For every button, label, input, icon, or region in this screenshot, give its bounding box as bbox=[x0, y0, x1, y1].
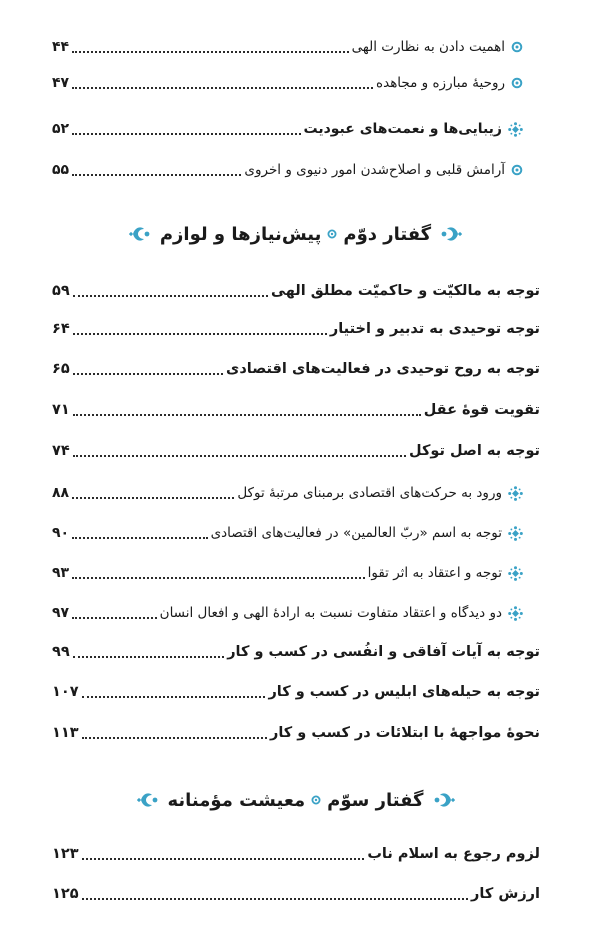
toc-entry[interactable] bbox=[52, 478, 523, 508]
entry-title: نحوهٔ مواجههٔ با ابتلائات در کسب و کار bbox=[270, 725, 540, 741]
toc-entry[interactable] bbox=[52, 518, 523, 548]
ring-bullet-icon bbox=[511, 164, 523, 176]
dot-leader bbox=[82, 858, 365, 860]
toc-entry[interactable] bbox=[52, 879, 540, 909]
dot-leader bbox=[72, 174, 241, 176]
ring-bullet-icon bbox=[511, 77, 523, 89]
dot-leader bbox=[73, 373, 223, 375]
ring-bullet-icon bbox=[511, 41, 523, 53]
dot-leader bbox=[72, 51, 349, 53]
dot-leader bbox=[82, 696, 266, 698]
ornament-right-icon bbox=[440, 224, 462, 244]
entry-title: اهمیت دادن به نظارت الهی bbox=[351, 39, 505, 55]
dot-leader bbox=[73, 333, 327, 335]
toc-entry[interactable] bbox=[52, 354, 540, 384]
page-number: ۶۵ bbox=[52, 361, 70, 377]
toc-entry[interactable] bbox=[52, 395, 540, 425]
dot-leader bbox=[73, 414, 421, 416]
page-number: ۱۲۳ bbox=[52, 846, 79, 862]
page-number: ۹۰ bbox=[52, 525, 70, 541]
page-number: ۱۱۳ bbox=[52, 725, 79, 741]
entry-title: توجه به آیات آفاقی و انفُسی در کسب و کار bbox=[227, 644, 540, 660]
entry-title: ورود به حرکت‌های اقتصادی برمبنای مرتبهٔ توکل bbox=[237, 485, 502, 501]
entry-title: لزوم رجوع به اسلام ناب bbox=[367, 846, 540, 862]
toc-entry[interactable] bbox=[52, 677, 540, 707]
entry-title: ارزش کار bbox=[471, 886, 540, 902]
toc-entry[interactable] bbox=[52, 718, 540, 748]
page-number: ۴۴ bbox=[52, 39, 70, 55]
toc-entry[interactable] bbox=[52, 32, 523, 62]
ornament-left-icon bbox=[129, 224, 151, 244]
dot-leader bbox=[72, 537, 207, 539]
toc-entry[interactable] bbox=[52, 114, 523, 144]
page-number: ۹۷ bbox=[52, 605, 70, 621]
entry-title: توجه به اصل توکل bbox=[409, 443, 540, 459]
page-number: ۵۲ bbox=[52, 121, 70, 137]
toc-entry[interactable] bbox=[52, 276, 540, 306]
entry-title: زیبایی‌ها و نعمت‌های عبودیت bbox=[303, 121, 502, 137]
dot-leader bbox=[82, 898, 468, 900]
entry-title: آرامش قلبی و اصلاح‌شدن امور دنیوی و اخروی bbox=[244, 162, 505, 178]
dot-leader bbox=[72, 617, 157, 619]
dot-leader bbox=[73, 455, 406, 457]
toc-entry[interactable] bbox=[52, 436, 540, 466]
entry-title: توجه به حیله‌های ابلیس در کسب و کار bbox=[268, 684, 540, 700]
entry-title: تقویت قوهٔ عقل bbox=[423, 402, 540, 418]
chapter-label: گفتار سوّم bbox=[327, 789, 424, 811]
entry-title: توجه به مالکیّت و حاکمیّت مطلق الهی bbox=[271, 283, 540, 299]
page-number: ۴۷ bbox=[52, 75, 70, 91]
toc-entry[interactable] bbox=[52, 68, 523, 98]
dot-leader bbox=[73, 295, 268, 297]
diamond-cross-icon bbox=[508, 486, 523, 501]
ornament-left-icon bbox=[137, 790, 159, 810]
page-number: ۱۰۷ bbox=[52, 684, 79, 700]
dot-leader bbox=[73, 656, 224, 658]
entry-title: توجه به اسم «ربّ العالمین» در فعالیت‌های اقتصادی bbox=[210, 525, 502, 541]
toc-entry[interactable] bbox=[52, 155, 523, 185]
dot-leader bbox=[72, 577, 365, 579]
toc-entry[interactable] bbox=[52, 637, 540, 667]
entry-title: دو دیدگاه و اعتقاد متفاوت نسبت به ارادهٔ الهی و افعال انسان bbox=[159, 605, 502, 621]
separator-dot-icon bbox=[311, 795, 321, 805]
entry-title: روحیهٔ مبارزه و مجاهده bbox=[376, 75, 505, 91]
chapter-title: معیشت مؤمنانه bbox=[167, 789, 306, 811]
page-number: ۱۲۵ bbox=[52, 886, 79, 902]
page-number: ۹۳ bbox=[52, 565, 70, 581]
diamond-cross-icon bbox=[508, 566, 523, 581]
toc-entry[interactable] bbox=[52, 558, 523, 588]
page-number: ۷۱ bbox=[52, 402, 70, 418]
entry-title: توجه به روح توحیدی در فعالیت‌های اقتصادی bbox=[226, 361, 540, 377]
entry-title: توجه توحیدی به تدبیر و اختیار bbox=[329, 321, 540, 337]
chapter-heading bbox=[0, 780, 591, 820]
chapter-label: گفتار دوّم bbox=[343, 223, 432, 245]
toc-entry[interactable] bbox=[52, 839, 540, 869]
page-number: ۵۵ bbox=[52, 162, 70, 178]
page-number: ۸۸ bbox=[52, 485, 70, 501]
ornament-right-icon bbox=[433, 790, 455, 810]
entry-title: توجه و اعتقاد به اثر تقوا bbox=[367, 565, 502, 581]
diamond-cross-icon bbox=[508, 122, 523, 137]
dot-leader bbox=[72, 497, 234, 499]
diamond-cross-icon bbox=[508, 606, 523, 621]
dot-leader bbox=[72, 133, 300, 135]
page-number: ۷۴ bbox=[52, 443, 70, 459]
page-number: ۹۹ bbox=[52, 644, 70, 660]
dot-leader bbox=[82, 737, 267, 739]
page-number: ۵۹ bbox=[52, 283, 70, 299]
chapter-heading bbox=[0, 214, 591, 254]
page-number: ۶۴ bbox=[52, 321, 70, 337]
toc-entry[interactable] bbox=[52, 598, 523, 628]
dot-leader bbox=[72, 87, 373, 89]
toc-entry[interactable] bbox=[52, 314, 540, 344]
chapter-title: پیش‌نیازها و لوازم bbox=[159, 223, 322, 245]
diamond-cross-icon bbox=[508, 526, 523, 541]
separator-dot-icon bbox=[327, 229, 337, 239]
